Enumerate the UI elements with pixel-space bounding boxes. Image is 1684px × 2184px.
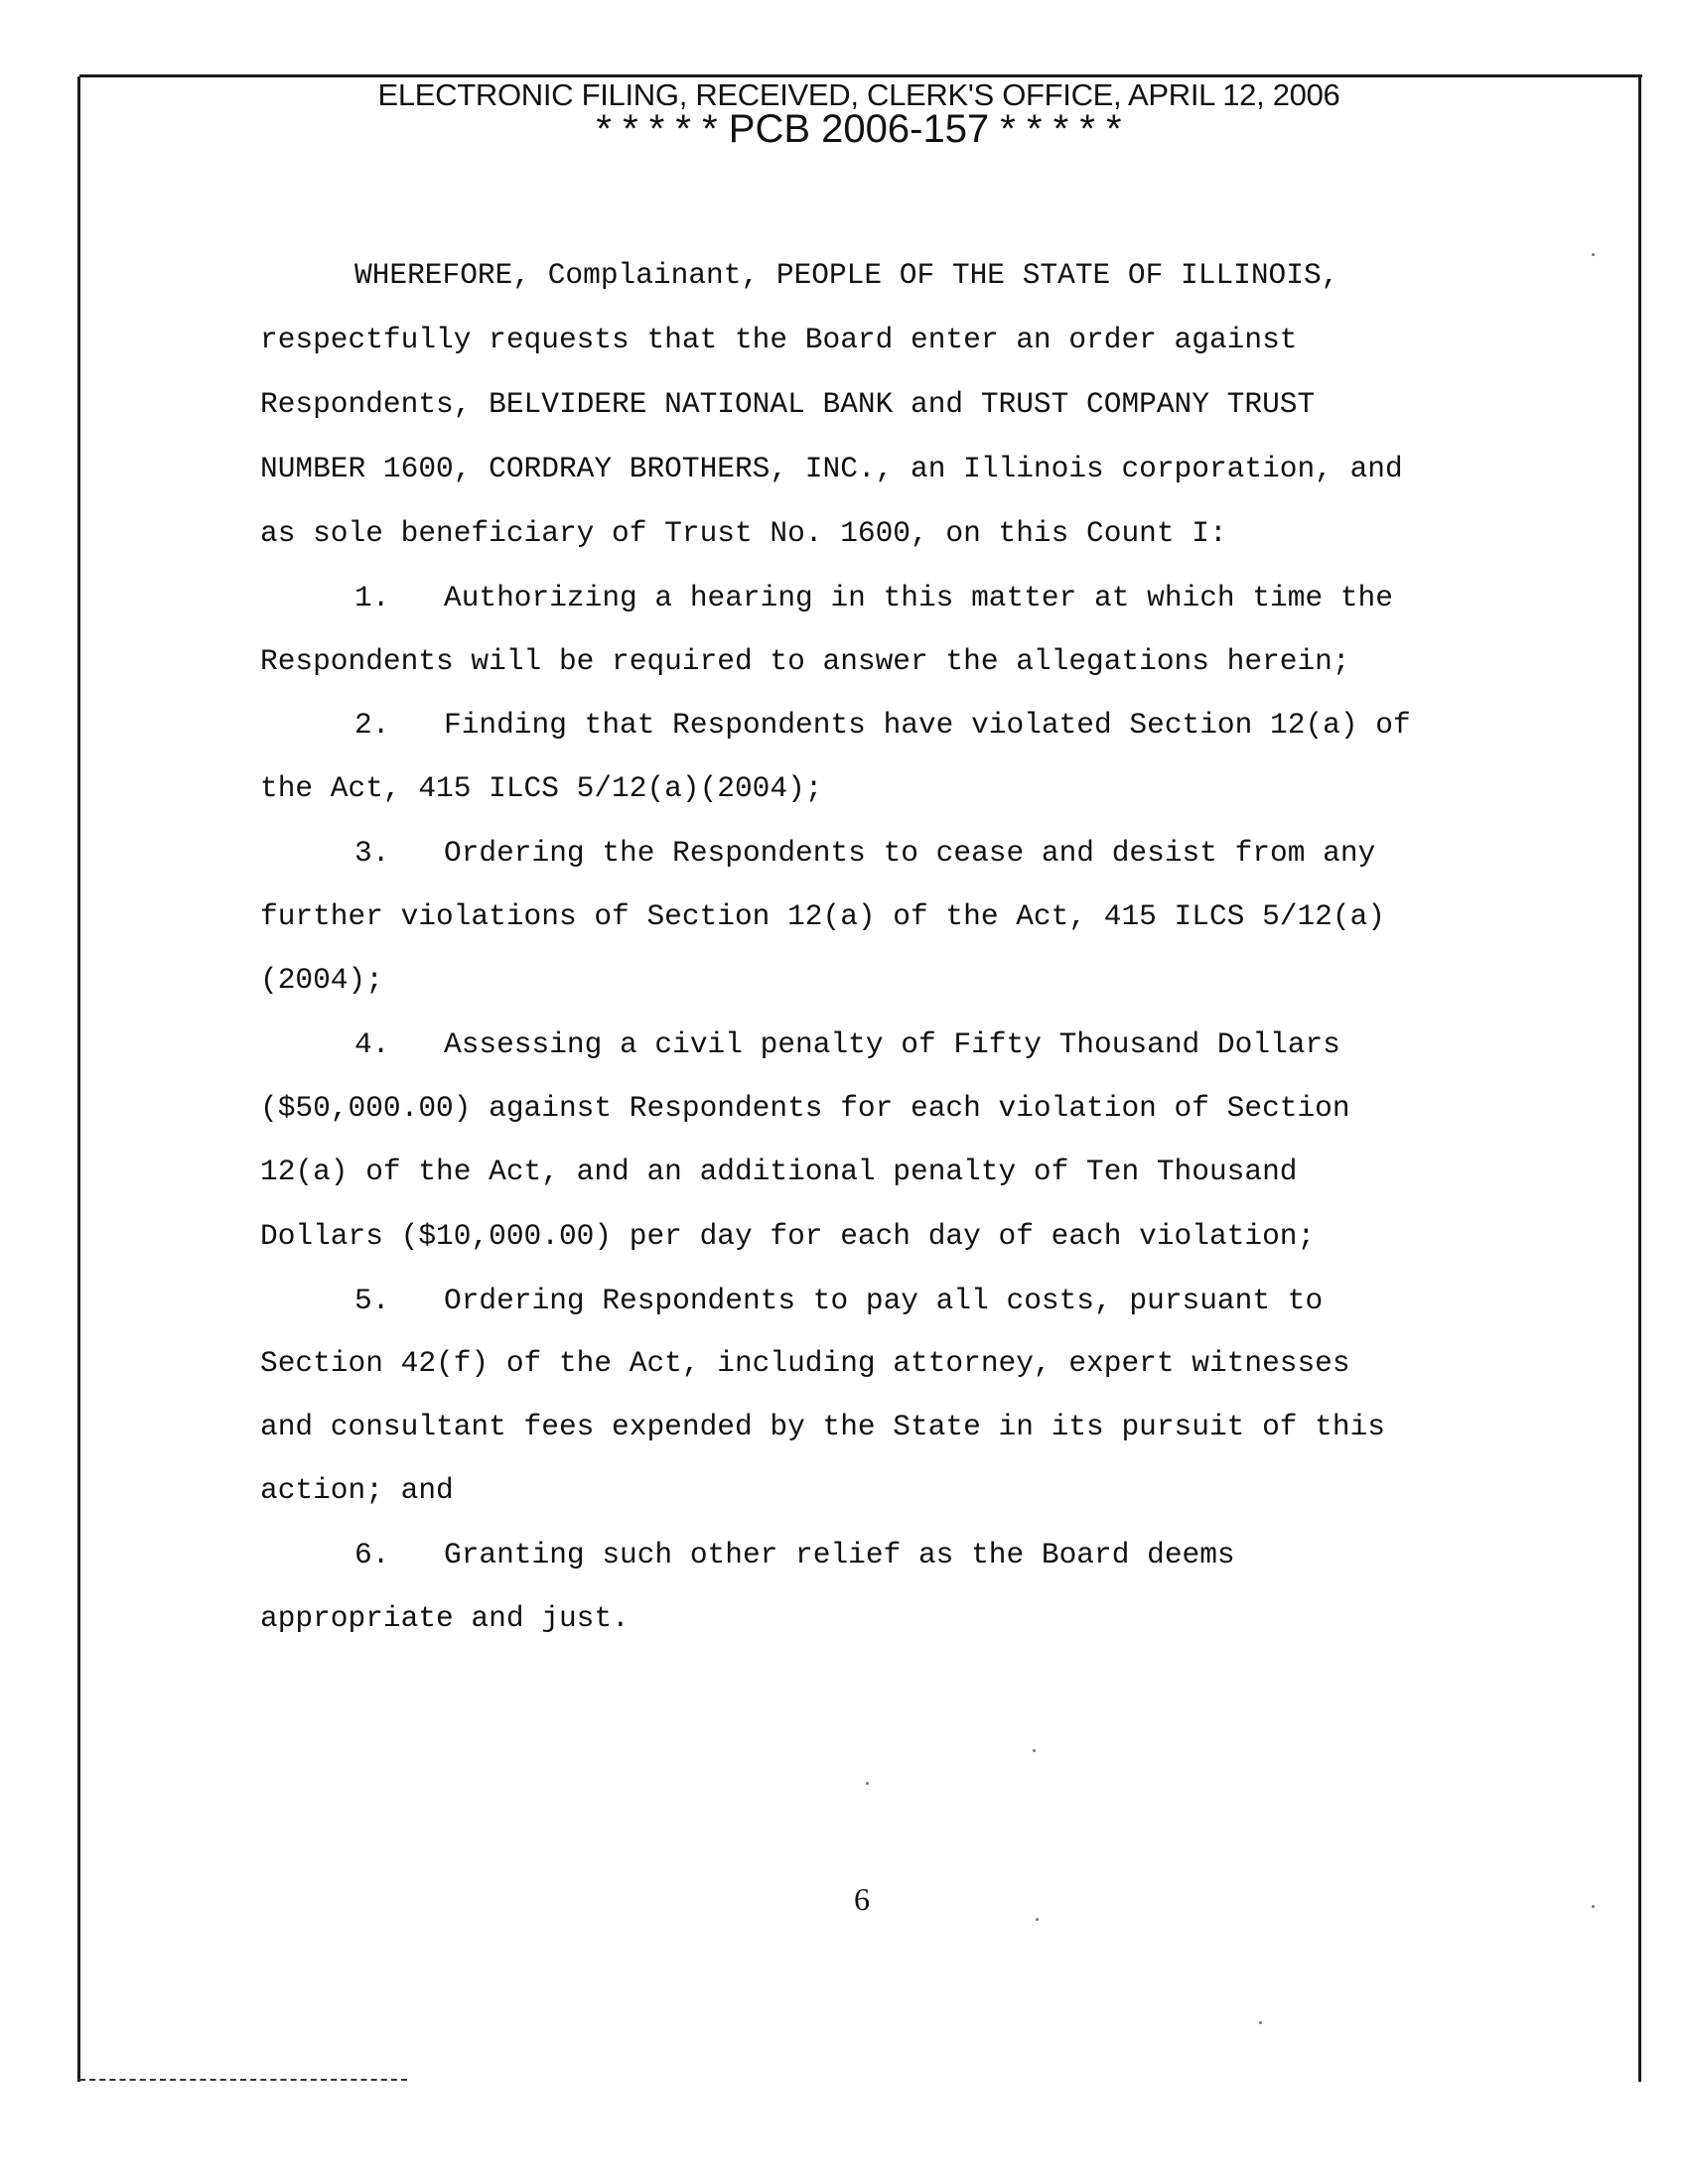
item-text: Finding that Respondents have violated Section 12(a) of <box>444 708 1411 742</box>
intro-line: Respondents, BELVIDERE NATIONAL BANK and TRUST COMPANY TRUST <box>260 387 1316 421</box>
scan-speck <box>1592 1905 1595 1908</box>
list-item <box>354 705 1411 745</box>
scan-speck <box>1036 1918 1039 1921</box>
intro-line: as sole beneficiary of Trust No. 1600, on this Count I: <box>260 516 1227 550</box>
page-border-right <box>1638 76 1641 2082</box>
item-number: 1. <box>354 581 390 614</box>
item-number: 3. <box>354 836 390 870</box>
item-text: (2004); <box>260 963 383 997</box>
intro-line: WHEREFORE, Complainant, PEOPLE OF THE STATE OF ILLINOIS, <box>354 258 1339 292</box>
item-text: Respondents will be required to answer the allegations herein; <box>260 644 1350 678</box>
item-number: 4. <box>354 1027 390 1061</box>
list-item <box>354 1535 1235 1574</box>
intro-line: respectfully requests that the Board enter an order against <box>260 323 1298 356</box>
page-border-bottom <box>79 2079 407 2081</box>
item-text: Section 42(f) of the Act, including attorney, expert witnesses <box>260 1346 1350 1380</box>
item-number: 2. <box>354 708 390 742</box>
item-text: Authorizing a hearing in this matter at which time the <box>444 581 1393 614</box>
item-text: 12(a) of the Act, and an additional penalty of Ten Thousand <box>260 1155 1298 1188</box>
item-text: Ordering Respondents to pay all costs, pursuant to <box>444 1284 1324 1317</box>
item-text: further violations of Section 12(a) of the Act, 415 ILCS 5/12(a) <box>260 899 1385 933</box>
item-text: Ordering the Respondents to cease and desist from any <box>444 836 1376 870</box>
item-text: action; and <box>260 1473 454 1507</box>
item-text: and consultant fees expended by the State in its pursuit of this <box>260 1410 1385 1443</box>
scan-speck <box>1592 253 1595 256</box>
list-item <box>354 1281 1323 1320</box>
item-text: ($50,000.00) against Respondents for each violation of Section <box>260 1091 1350 1125</box>
item-text: Assessing a civil penalty of Fifty Thousand Dollars <box>444 1027 1340 1061</box>
page-border-left <box>77 76 80 2082</box>
scan-speck <box>1033 1749 1036 1752</box>
item-number: 6. <box>354 1538 390 1571</box>
scan-speck <box>1259 2021 1262 2024</box>
item-text: Dollars ($10,000.00) per day for each day of each violation; <box>260 1219 1316 1253</box>
item-number: 5. <box>354 1284 390 1317</box>
list-item <box>354 1024 1340 1064</box>
item-text: the Act, 415 ILCS 5/12(a)(2004); <box>260 771 823 805</box>
intro-line: NUMBER 1600, CORDRAY BROTHERS, INC., an Illinois corporation, and <box>260 452 1403 485</box>
page-number: 6 <box>854 1881 870 1917</box>
case-number: * * * * * PCB 2006-157 * * * * * <box>596 107 1122 151</box>
item-text: Granting such other relief as the Board deems <box>444 1538 1235 1571</box>
item-text: appropriate and just. <box>260 1601 630 1635</box>
filing-stamp: ELECTRONIC FILING, RECEIVED, CLERK'S OFFICE, APRIL 12, 2006 <box>377 77 1340 112</box>
list-item <box>354 578 1393 617</box>
scan-speck <box>866 1782 869 1785</box>
list-item <box>354 833 1375 873</box>
